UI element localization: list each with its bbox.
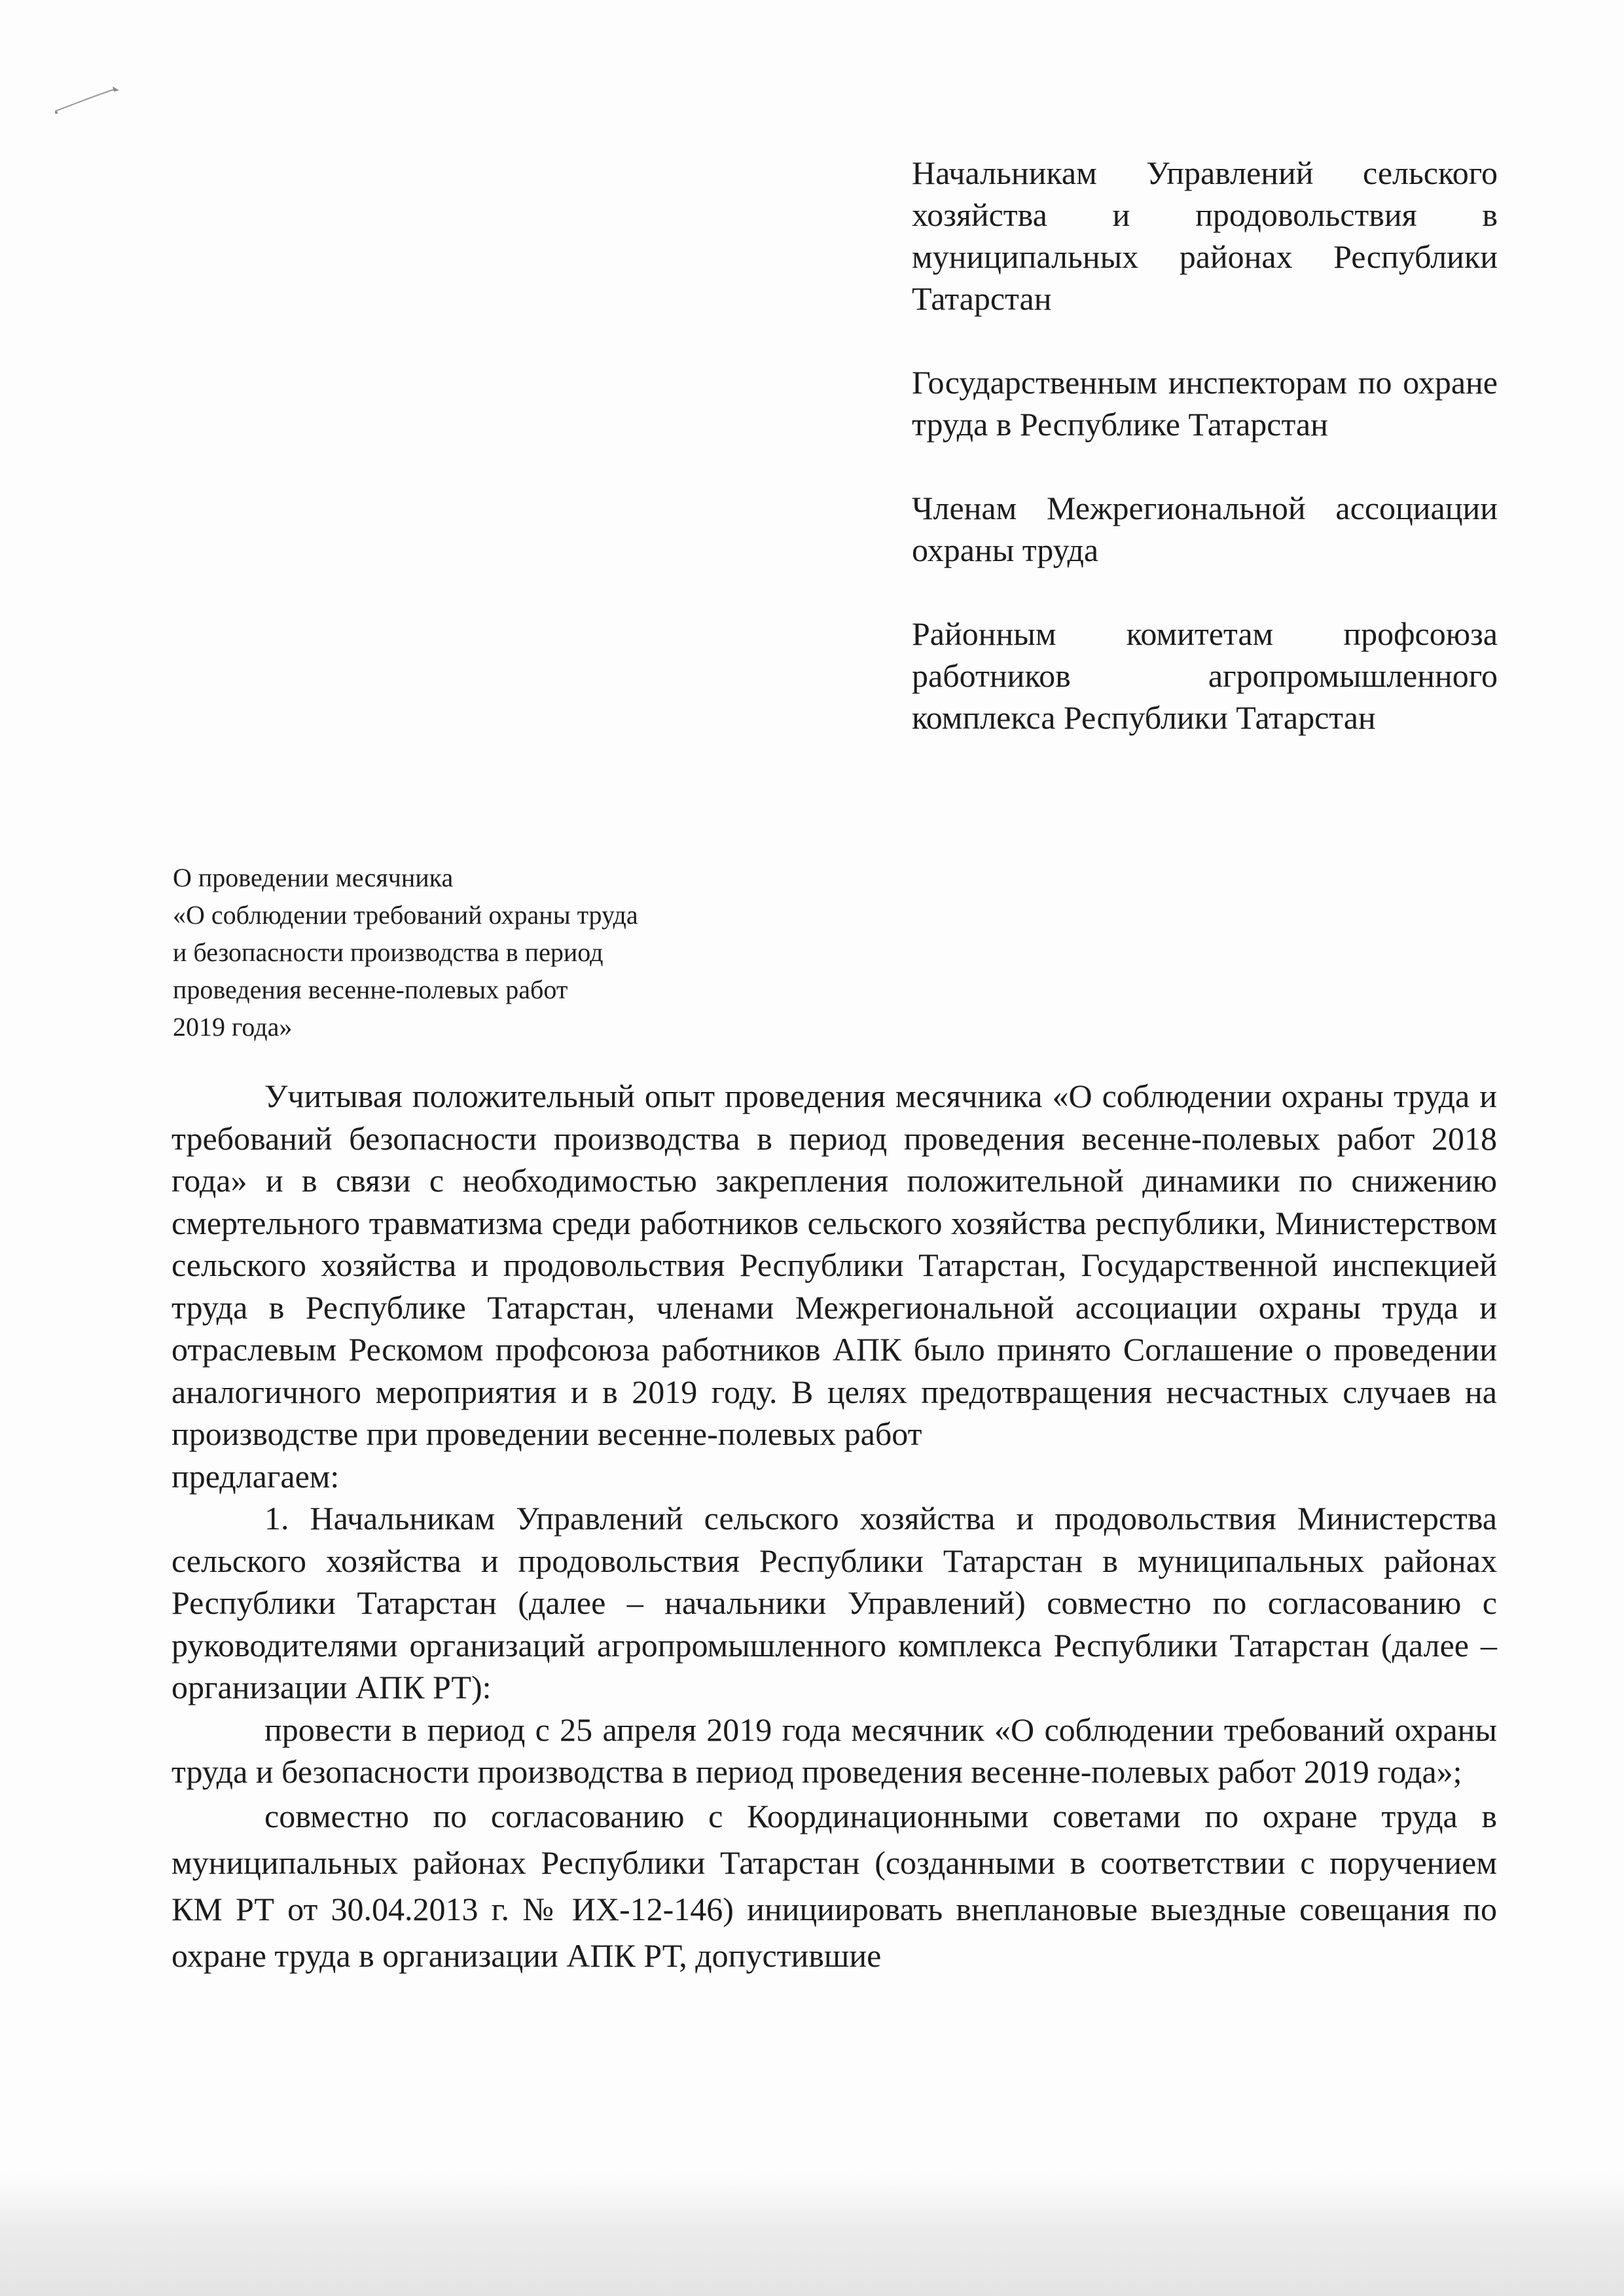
subject-line: и безопасности производства в период [173, 938, 604, 967]
letter-body [171, 1075, 1497, 1979]
item-1-conduct-paragraph: провести в период с 25 апреля 2019 года месячник «О соблюдении требований охраны труда и безопасности производства в период проведения весенне-полевых работ 2019 года»; [171, 1711, 1497, 1790]
scan-bottom-shadow [0, 2174, 1624, 2296]
subject-line: проведения весенне-полевых работ [173, 975, 568, 1004]
addressee-labor-inspectors: Государственным инспекторам по охране труда в Республике Татарстан [912, 364, 1498, 443]
item-1-meetings-paragraph: совместно по согласованию с Координационными советами по охране труда в муниципальных районах Республики Татарстан (созданными в соответствии с поручением КМ РТ от 30.04.2013 г. № ИХ-12-146) инициировать внеплановые выездные совещания по охране труда в организации АПК РТ, допустившие [171, 1797, 1497, 1974]
subject-line: «О соблюдении требований охраны труда [173, 900, 638, 930]
addressee-labor-safety-association: Членам Межрегиональной ассоциации охраны труда [912, 490, 1498, 568]
item-1-paragraph: 1. Начальникам Управлений сельского хозяйства и продовольствия Министерства сельского хозяйства и продовольствия Республики Татарстан в муниципальных районах Республики Татарстан (далее – начальники Управлений) совместно по согласованию с руководителями организаций агропромышленного комплекса Республики Татарстан (далее – организации АПК РТ): [171, 1500, 1497, 1705]
intro-paragraph: Учитывая положительный опыт проведения месячника «О соблюдении охраны труда и требований безопасности производства в период проведения весенне-полевых работ 2018 года» и в связи с необходимостью закрепления положительной динамики по снижению смертельного травматизма среди работников сельского хозяйства республики, Министерством сельского хозяйства и продовольствия Республики Татарстан, Государственной инспекцией труда в Республике Татарстан, членами Межрегиональной ассоциации охраны труда и отраслевым Рескомом профсоюза работников АПК было принято Соглашение о проведении аналогичного мероприятия и в 2019 году. В целях предотвращения несчастных случаев на производстве при проведении весенне-полевых работ [171, 1078, 1497, 1452]
addressee-block [912, 152, 1498, 780]
addressee-trade-union-committees: Районным комитетам профсоюза работников агропромышленного комплекса Республики Татарстан [912, 615, 1498, 736]
subject-line: 2019 года» [173, 1012, 293, 1042]
addressee-agriculture-departments: Начальникам Управлений сельского хозяйства и продовольствия в муниципальных районах Республики Татарстан [912, 155, 1498, 317]
letter-subject [173, 859, 775, 1046]
intro-paragraph-end: предлагаем: [171, 1457, 340, 1495]
subject-line: О проведении месячника [173, 863, 454, 892]
scan-artifact-mark [52, 82, 124, 115]
